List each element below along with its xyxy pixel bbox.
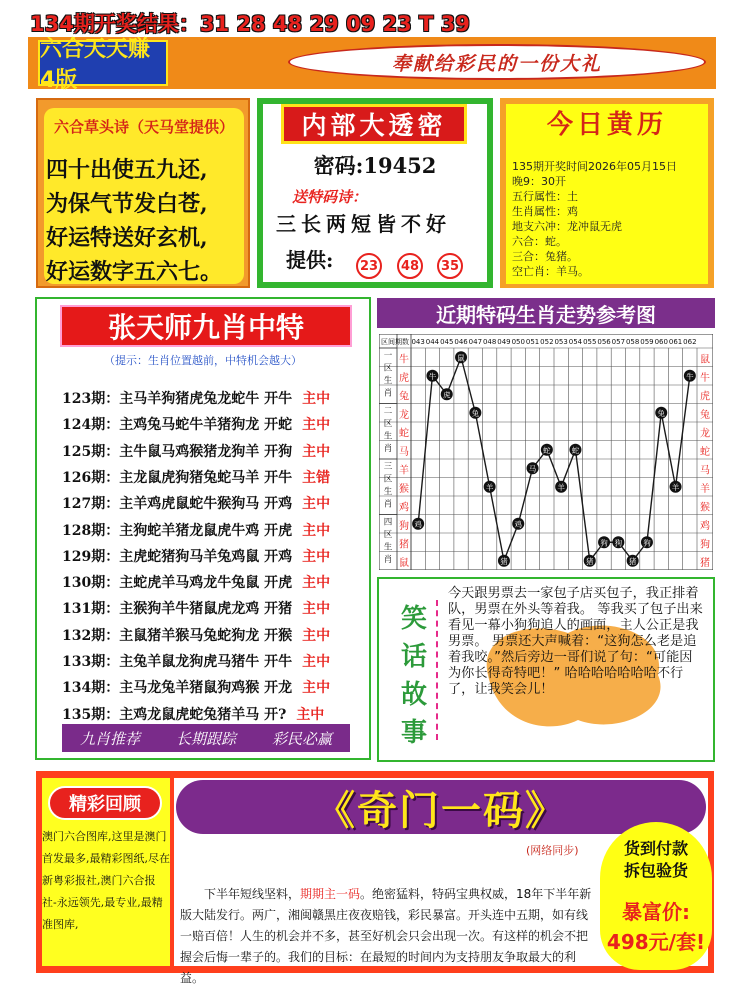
- trend-point-label: 狗: [614, 538, 623, 548]
- trend-row-label: 马: [399, 447, 409, 458]
- cod-text: [604, 838, 708, 882]
- trend-period-tick: 055: [583, 338, 597, 346]
- prediction-row: [62, 467, 330, 487]
- trend-zone-label: 生: [383, 431, 393, 442]
- trend-point-label: 猪: [586, 556, 594, 566]
- trend-point-label: 牛: [686, 371, 694, 381]
- almanac-line: 空亡肖：羊马。: [512, 265, 589, 278]
- prediction-result: 主中: [302, 522, 331, 539]
- prediction-row: [62, 388, 330, 408]
- trend-zone-label: 区: [383, 474, 393, 485]
- prediction-result: 主中: [302, 417, 331, 434]
- trend-point-label: 鸡: [414, 519, 422, 529]
- trend-point-label: 兔: [471, 408, 480, 418]
- prediction-result: 主中: [302, 548, 331, 565]
- prediction-result: 主中: [302, 654, 331, 670]
- trend-right-label: 狗: [700, 539, 710, 551]
- prediction-text: 127期：主羊鸡虎鼠蛇牛猴狗马 开鸡: [62, 496, 293, 513]
- trend-row-label: 鼠: [399, 558, 409, 569]
- prediction-row: [62, 441, 330, 461]
- trend-row-label: 龙: [399, 410, 409, 421]
- prediction-text: 128期：主狗蛇羊猪龙鼠虎牛鸡 开虎: [62, 522, 293, 539]
- trend-corner-label: 区间: [381, 338, 395, 346]
- prediction-result: 主中: [302, 575, 331, 592]
- prediction-result: 主中: [302, 627, 331, 644]
- trend-period-tick: 051: [525, 338, 540, 346]
- trend-right-label: 牛: [700, 373, 710, 384]
- prediction-row: [62, 572, 330, 592]
- trend-row-label: 羊: [399, 465, 409, 477]
- prediction-result: 主中: [302, 601, 331, 618]
- trend-zone-label: 区: [383, 419, 393, 429]
- prediction-text: 129期：主虎蛇猪狗马羊兔鸡鼠 开鸡: [62, 548, 293, 565]
- trend-point-label: 羊: [671, 482, 680, 492]
- prediction-text: 131期：主猴狗羊牛猪鼠虎龙鸡 开猪: [62, 601, 293, 618]
- trend-right-label: 猪: [700, 558, 710, 569]
- trend-row-label: 蛇: [399, 428, 409, 440]
- secret-code: 密码:19452: [313, 153, 437, 178]
- trend-zone-label: 生: [383, 542, 393, 553]
- number-ball: 48: [397, 253, 423, 279]
- promo-desc-part: 。绝密猛料，特码宝典权威，18年下半年新版大陆发行。两广，湘闽赣黑庄夜夜赔钱，彩民暴富。开头连中五期，如有线一赔百倍！人生的机会并不多，甚至好机会只会出现一次。有这样的机会不把握会后悔一辈子的。我们的目标：在最短的时间内为支持朋友争取最大的利益。: [180, 887, 592, 985]
- price-value: 498元/套!: [606, 930, 706, 954]
- prediction-result: 主中: [302, 443, 331, 460]
- trend-zone-label: 二: [383, 406, 393, 417]
- promo-banner: [176, 780, 706, 834]
- poem-line: 为保气节发白苍,: [46, 191, 208, 217]
- trend-zone-label: 区: [383, 530, 393, 540]
- trend-title: 近期特码生肖走势参考图: [377, 298, 715, 328]
- trend-zone-label: 四: [383, 517, 393, 528]
- prediction-row: [62, 598, 330, 618]
- trend-zone-label: 肖: [383, 555, 393, 565]
- promo-banner-text: 《奇门一码》: [315, 787, 567, 834]
- trend-period-tick: 058: [625, 338, 640, 346]
- number-ball: 23: [356, 253, 382, 279]
- trend-zone-label: 肖: [383, 499, 393, 510]
- trend-row-label: 鸡: [399, 502, 409, 514]
- cod-line: 货到付款: [623, 839, 688, 858]
- trend-right-label: 虎: [700, 391, 710, 403]
- secret-poem: 三长两短皆不好: [276, 212, 451, 236]
- trend-period-tick: 046: [454, 338, 468, 346]
- prediction-row: [62, 520, 330, 540]
- footer-item: 彩民必赢: [271, 729, 332, 748]
- provide-label: 提供:: [286, 248, 334, 272]
- trend-period-tick: 057: [611, 338, 626, 346]
- almanac-line: 地支六冲：龙冲鼠无虎: [512, 220, 622, 233]
- prediction-text: 123期：主马羊狗猪虎兔龙蛇牛 开牛: [62, 391, 293, 407]
- almanac-line: 五行属性：土: [512, 190, 578, 203]
- trend-point-label: 鼠: [457, 353, 465, 363]
- secret-sub-label: 送特码诗：: [292, 188, 368, 206]
- trend-point-label: 猪: [628, 556, 637, 566]
- almanac-line: 六合：蛇。: [512, 235, 567, 248]
- prediction-text: 130期：主蛇虎羊马鸡龙牛兔鼠 开虎: [62, 575, 293, 592]
- joke-text: 今天跟男票去一家包子店买包子，我正排着队，男票在外头等着我。 等我买了包子出来看见一幕小狗狗追人的画面，主人公正是我男票。 男票还大声喊着：“这狗怎么老是追着我咬。”然后旁边一哥们说了句：“可能因为你长得奇特吧！” 哈哈哈哈哈哈哈不行了，让我笑会儿！: [448, 586, 703, 697]
- trend-zone-label: 生: [383, 487, 393, 497]
- nine-zodiac-footer: [62, 724, 350, 752]
- trend-row-label: 狗: [399, 521, 409, 532]
- poem-title: 六合草头诗（天马堂提供）: [53, 118, 234, 136]
- trend-point-label: 羊: [485, 482, 494, 492]
- prediction-text: 126期：主龙鼠虎狗猪兔蛇马羊 开牛: [62, 469, 293, 486]
- prediction-row: [62, 493, 330, 513]
- almanac-line: 晚9：30开: [512, 175, 566, 188]
- prediction-result: 主错: [302, 469, 331, 486]
- number-ball: 35: [437, 253, 463, 279]
- poem-line: 好运数字五六七。: [46, 259, 223, 285]
- trend-point-label: 蛇: [543, 445, 551, 455]
- trend-period-tick: 049: [497, 338, 511, 346]
- trend-row-label: 猪: [399, 539, 409, 551]
- prediction-result: 主中: [302, 391, 331, 407]
- trend-zone-label: 肖: [383, 388, 393, 399]
- trend-period-label: 期数: [395, 338, 409, 346]
- joke-title: 笑话故事: [400, 604, 427, 748]
- promo-sync: (网络同步): [526, 844, 579, 857]
- promo-desc-part: 下半年短线坚料，: [204, 887, 301, 901]
- edition-title: 六合天天赚 4版: [38, 40, 168, 86]
- trend-period-tick: 052: [540, 338, 554, 346]
- result-line: 134期开奖结果：31 28 48 29 09 23 T 39: [30, 12, 470, 36]
- trend-period-tick: 053: [554, 338, 568, 346]
- trend-row-label: 猴: [399, 484, 409, 495]
- prediction-text: 134期：主马龙兔羊猪鼠狗鸡猴 开龙: [62, 680, 293, 697]
- trend-period-tick: 059: [640, 338, 654, 346]
- trend-zone-label: 肖: [383, 444, 393, 454]
- secret-title: 内部大透密: [281, 104, 467, 144]
- trend-zone-label: 区: [383, 363, 393, 374]
- trend-period-tick: 050: [511, 338, 525, 346]
- trend-period-tick: 044: [425, 338, 440, 346]
- promo-description: [180, 884, 598, 989]
- trend-right-label: 鼠: [700, 354, 710, 366]
- prediction-text: 135期：主鸡龙鼠虎蛇兔猪羊马 开?: [62, 706, 287, 723]
- prediction-row: [62, 704, 324, 724]
- trend-period-tick: 061: [668, 338, 683, 346]
- almanac-line: 生肖属性：鸡: [512, 205, 578, 218]
- promo-left-text: 澳门六合图库,这里是澳门首发最多,最精彩图纸,尽在新粤彩报社,澳门六合报社-永远领先,最专业,最精准图库,: [42, 830, 170, 931]
- trend-point-label: 蛇: [571, 445, 580, 455]
- prediction-text: 124期：主鸡兔马蛇牛羊猪狗龙 开蛇: [62, 417, 293, 434]
- trend-period-tick: 048: [482, 338, 497, 346]
- trend-row-label: 兔: [399, 391, 409, 403]
- trend-period-tick: 062: [683, 338, 697, 346]
- prediction-row: [62, 651, 330, 671]
- trend-point-label: 牛: [428, 371, 437, 381]
- prediction-row: [62, 546, 330, 566]
- trend-period-tick: 060: [654, 338, 668, 346]
- trend-zone-label: 一: [383, 351, 393, 361]
- price-label: 暴富价:: [622, 900, 690, 924]
- footer-item: 九肖推荐: [79, 729, 140, 748]
- poem-line: 四十出使五九还,: [46, 157, 208, 183]
- trend-point-label: 鸡: [514, 519, 522, 529]
- trend-right-label: 龙: [700, 428, 710, 440]
- trend-point-label: 马: [528, 464, 537, 474]
- slogan: 奉献给彩民的一份大礼: [288, 44, 706, 80]
- trend-period-tick: 054: [568, 338, 583, 346]
- trend-row-label: 虎: [399, 373, 409, 384]
- nine-zodiac-title: 张天师九肖中特: [60, 305, 352, 347]
- trend-right-label: 羊: [700, 484, 710, 495]
- joke-divider: [436, 600, 438, 740]
- trend-point-label: 羊: [557, 482, 565, 492]
- trend-point-label: 虎: [443, 390, 451, 400]
- prediction-row: [62, 414, 330, 434]
- prediction-row: [62, 677, 330, 697]
- prediction-text: 133期：主兔羊鼠龙狗虎马猪牛 开牛: [62, 654, 293, 670]
- trend-row-label: 牛: [399, 354, 409, 366]
- prediction-result: 主中: [302, 680, 331, 697]
- trend-right-label: 猴: [700, 502, 710, 514]
- trend-right-label: 鸡: [700, 521, 710, 532]
- trend-period-tick: 043: [411, 338, 425, 346]
- trend-zone-label: 生: [383, 376, 393, 386]
- trend-point-label: 猪: [500, 556, 508, 566]
- trend-zone-label: 三: [383, 462, 393, 472]
- prediction-text: 125期：主牛鼠马鸡猴猪龙狗羊 开狗: [62, 443, 293, 460]
- trend-period-tick: 045: [440, 338, 454, 346]
- review-badge: 精彩回顾: [48, 786, 162, 820]
- prediction-row: [62, 625, 330, 645]
- nine-zodiac-tip: （提示：生肖位置越前，中特机会越大）: [104, 354, 302, 367]
- trend-right-label: 蛇: [700, 447, 710, 458]
- almanac-line: 135期开奖时间2026年05月15日: [512, 160, 677, 173]
- trend-right-label: 马: [700, 465, 710, 477]
- almanac-line: 三合：兔猪。: [512, 250, 578, 263]
- trend-point-label: 狗: [643, 538, 651, 548]
- trend-chart: [379, 334, 713, 570]
- trend-point-label: 狗: [600, 538, 608, 548]
- trend-period-tick: 047: [468, 338, 483, 346]
- trend-point-label: 兔: [657, 408, 665, 418]
- trend-right-label: 兔: [700, 410, 710, 421]
- trend-period-tick: 056: [597, 338, 611, 346]
- prediction-result: 主中: [296, 706, 325, 723]
- promo-desc-highlight: 期期主一码: [300, 887, 361, 901]
- almanac-title: 今日黄历: [546, 110, 667, 140]
- prediction-text: 132期：主鼠猪羊猴马兔蛇狗龙 开猴: [62, 627, 293, 644]
- cod-line: 拆包验货: [623, 861, 688, 880]
- footer-item: 长期跟踪: [175, 729, 236, 748]
- prediction-result: 主中: [302, 496, 331, 513]
- poem-line: 好运特送好玄机,: [46, 225, 208, 251]
